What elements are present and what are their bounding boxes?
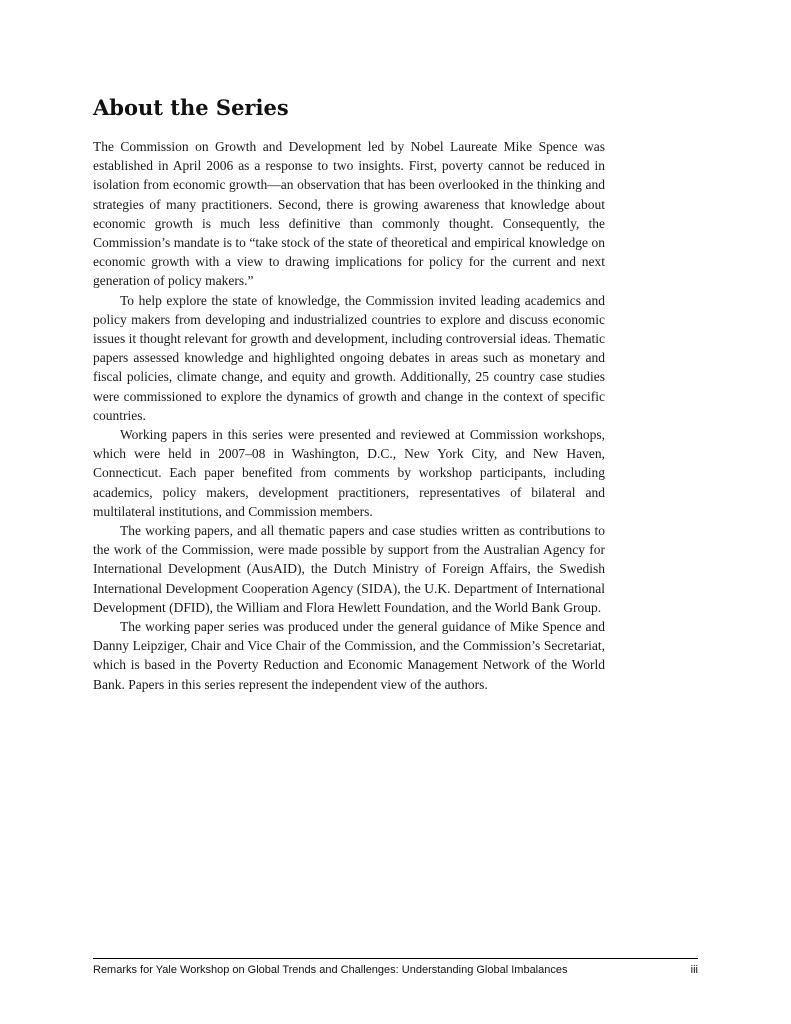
paragraph: The working papers, and all thematic papers and case studies written as contributions to the work of the Commission, were made possible by support from the Australian Agency for International Development (AusAID), the Dutch Ministry of Foreign Affairs, the Swedish International Development Cooperation Agency (SIDA), the U.K. Department of International Development (DFID), the William and Flora Hewlett Foundation, and the World Bank Group. <box>93 523 605 615</box>
paragraph: Working papers in this series were presented and reviewed at Commission workshops, which were held in 2007–08 in Washington, D.C., New York City, and New Haven, Connecticut. Each paper benefited from comments by workshop participants, including academics, policy makers, development practitioners, representatives of bilateral and multilateral institutions, and Commission members. <box>93 427 605 519</box>
footer-running-title: Remarks for Yale Workshop on Global Trends and Challenges: Understanding Global Imbalances <box>93 964 568 976</box>
paragraph: The working paper series was produced under the general guidance of Mike Spence and Danny Leipziger, Chair and Vice Chair of the Commission, and the Commission’s Secretariat, which is based in the Poverty Reduction and Economic Management Network of the World Bank. Papers in this series represent the independent view of the authors. <box>93 619 605 692</box>
paragraph: To help explore the state of knowledge, the Commission invited leading academics and policy makers from developing and industrialized countries to explore and discuss economic issues it thought relevant for growth and development, including controversial ideas. Thematic papers assessed knowledge and highlighted ongoing debates in areas such as monetary and fiscal policies, climate change, and equity and growth. Additionally, 25 country case studies were commissioned to explore the dynamics of growth and change in the context of specific countries. <box>93 292 605 423</box>
body-text <box>93 137 605 694</box>
page-number: iii <box>690 964 698 976</box>
paragraph: The Commission on Growth and Development led by Nobel Laureate Mike Spence was established in April 2006 as a response to two insights. First, poverty cannot be reduced in isolation from economic growth—an observation that has been overlooked in the thinking and strategies of many practitioners. Second, there is growing awareness that knowledge about economic growth is much less definitive than commonly thought. Consequently, the Commission’s mandate is to “take stock of the state of theoretical and empirical knowledge on economic growth with a view to drawing implications for policy for the current and next generation of policy makers.” <box>93 139 605 289</box>
footer-divider <box>93 958 698 959</box>
page-title: About the Series <box>93 95 289 120</box>
